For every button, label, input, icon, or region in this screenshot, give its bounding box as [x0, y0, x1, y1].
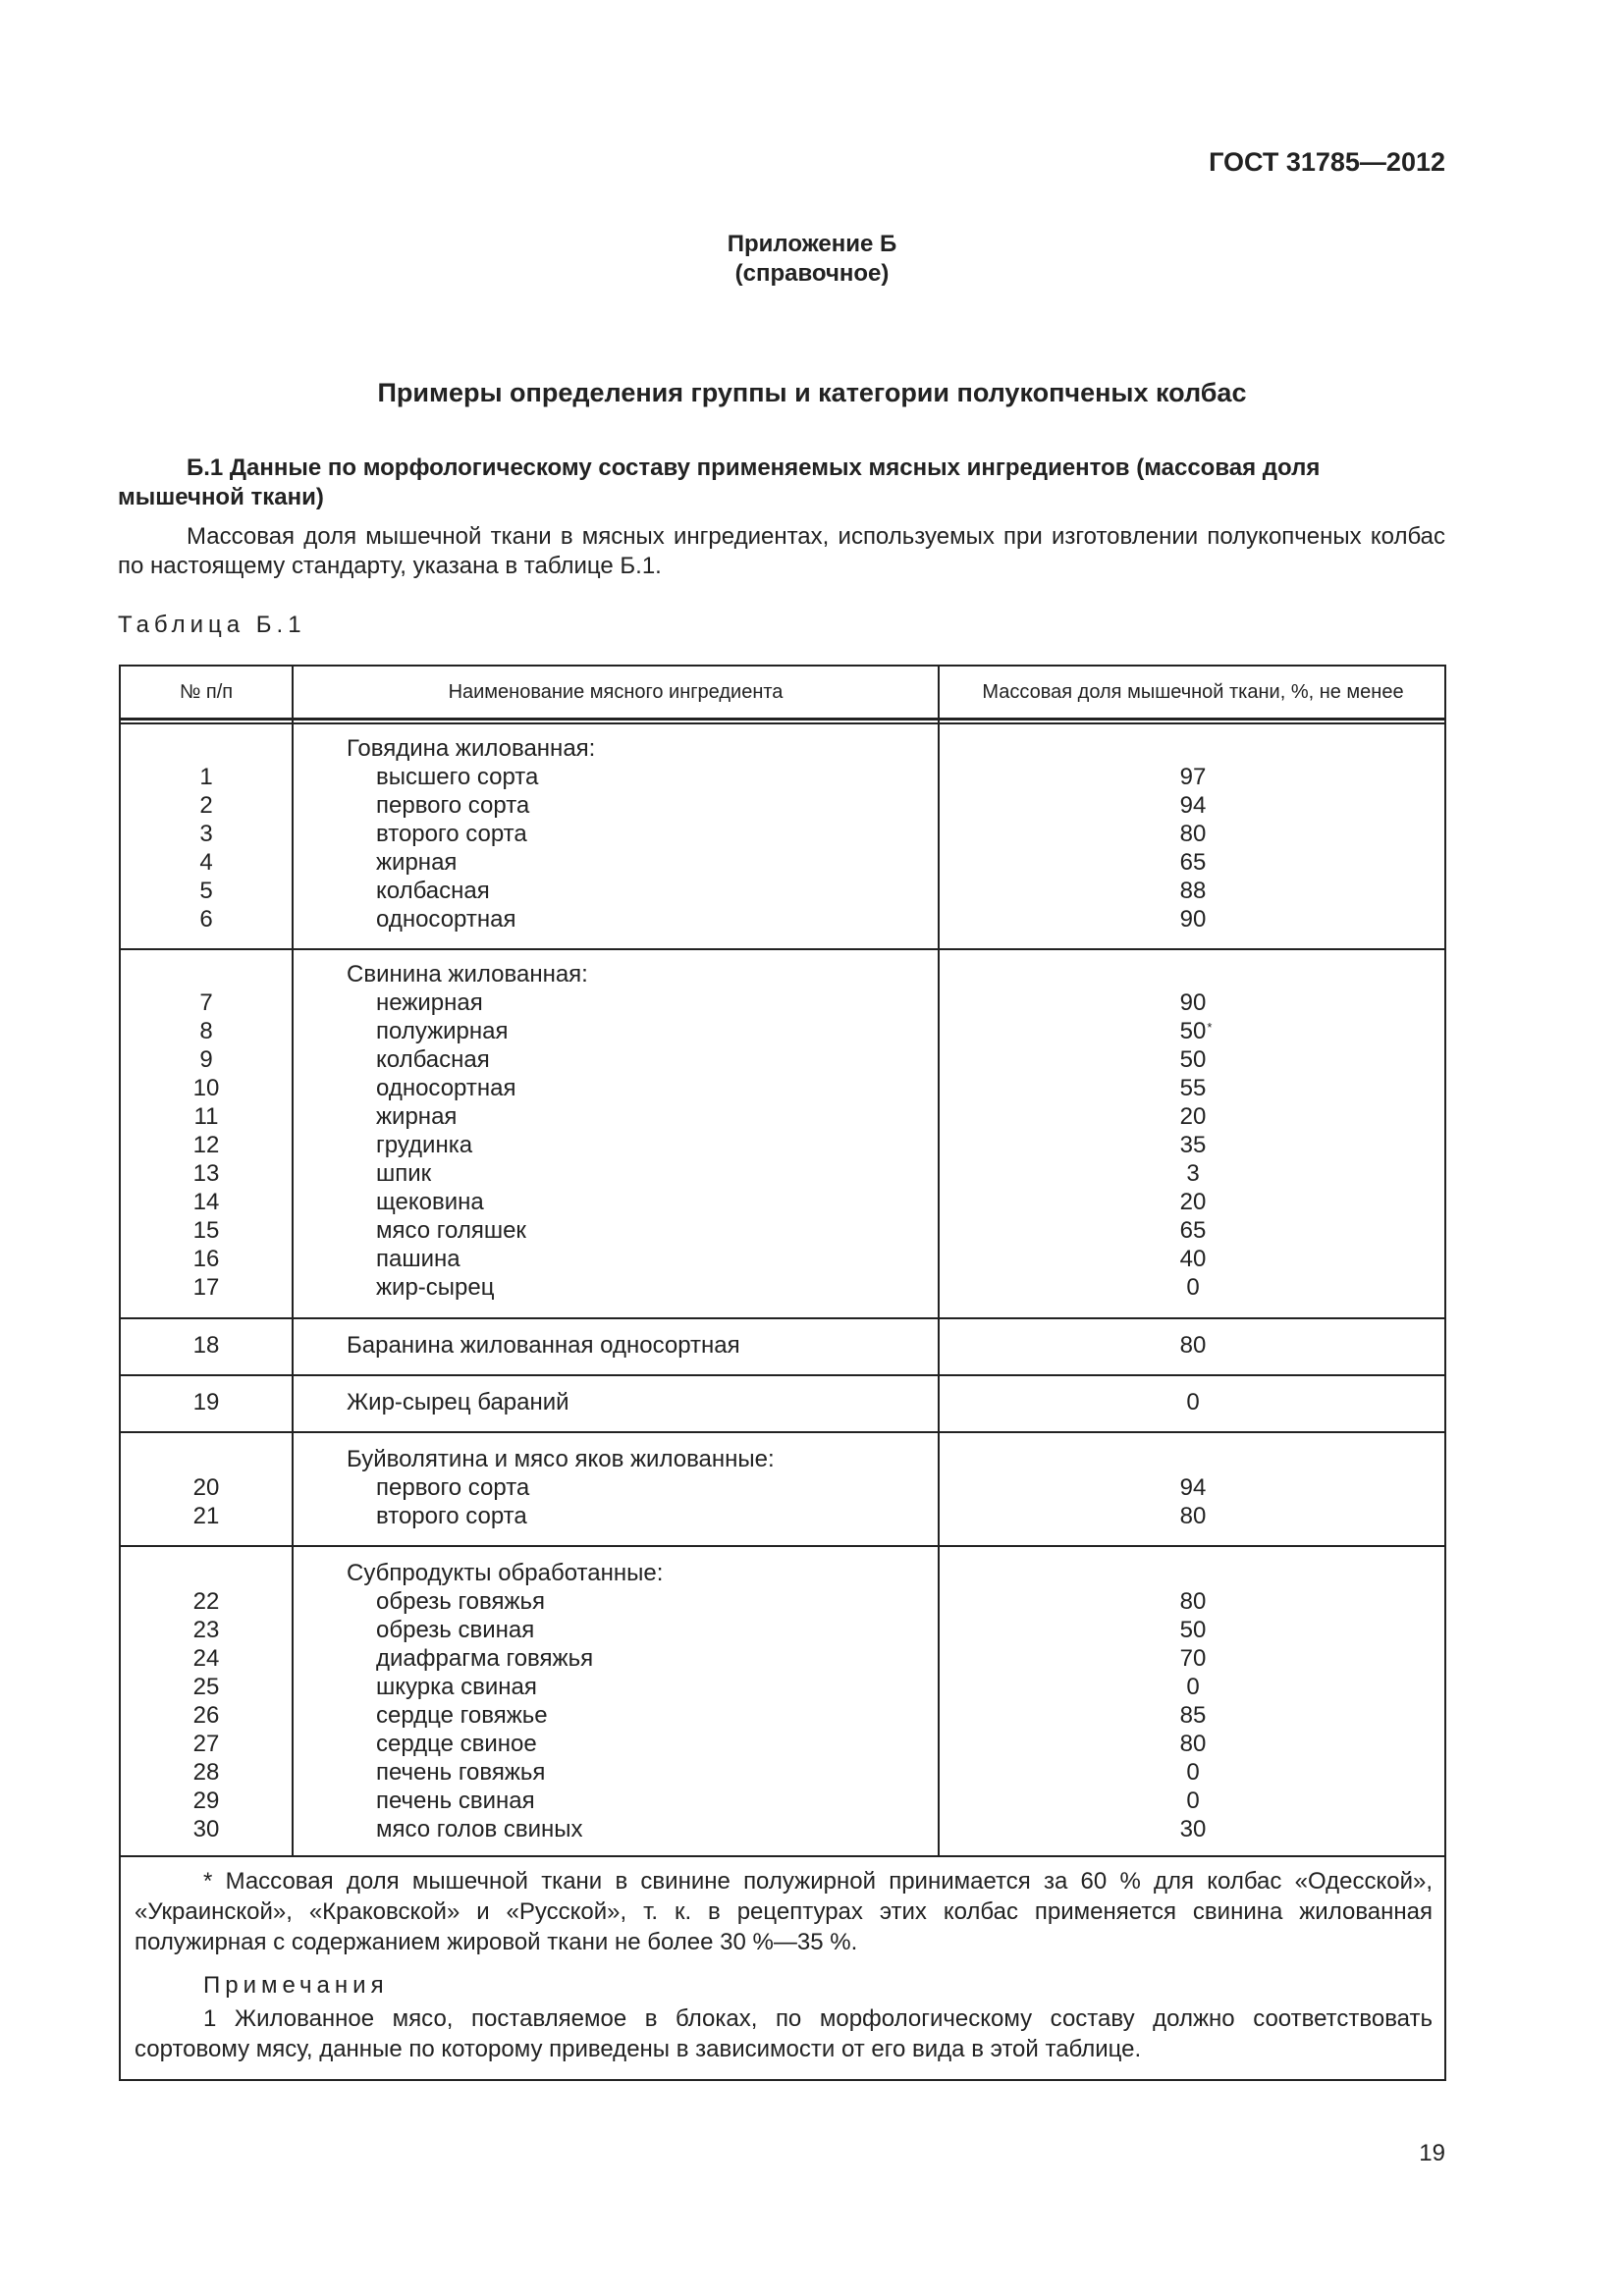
ingredients-table: [119, 665, 1446, 2081]
table-row: 28 печень говяжья 0: [192, 1759, 1200, 1786]
table-row: 1 высшего сорта 97: [199, 764, 1207, 790]
table-row: 25 шкурка свиная 0: [192, 1674, 1200, 1700]
section-paragraph: Массовая доля мышечной ткани в мясных ингредиентах, используемых при изготовлении полукопченых колбас по настоящему стандарту, указана в таблице Б.1.: [118, 523, 1445, 579]
table-row: 20 первого сорта 94: [192, 1474, 1207, 1501]
table-row: 2 первого сорта 94: [199, 792, 1207, 819]
table-footnote: * Массовая доля мышечной ткани в свинине полужирной принимается за 60 % для колбас «Одесской», «Украинской», «Краковской» и «Русской», т. к. в рецептурах этих колбас применяется свинина жилованная полужирная с содержанием жировой ткани не более 30 %—35 %.: [135, 1868, 1433, 1955]
appendix-title: Приложение Б: [727, 231, 897, 257]
table-row: 14 щековина 20: [192, 1189, 1207, 1215]
section-heading: Б.1 Данные по морфологическому составу применяемых мясных ингредиентов (массовая доля мышечной ткани): [118, 454, 1321, 510]
table-row: 10 односортная 55: [192, 1075, 1207, 1101]
table-row: 27 сердце свиное 80: [192, 1731, 1207, 1757]
table-row: 5 колбасная 88: [199, 878, 1207, 904]
document-title: Примеры определения группы и категории полукопченых колбас: [377, 378, 1247, 407]
table-row: 11 жирная 20: [193, 1103, 1207, 1130]
group-title: Субпродукты обработанные:: [347, 1560, 664, 1586]
table-row: 22 обрезь говяжья 80: [192, 1588, 1207, 1615]
table-row: 21 второго сорта 80: [192, 1503, 1207, 1529]
table-row: 30 мясо голов свиных 30: [192, 1816, 1207, 1842]
table-row: 17 жир-сырец 0: [192, 1274, 1200, 1301]
table-row: 4 жирная 65: [199, 849, 1207, 876]
table-row: 16 пашина 40: [192, 1246, 1207, 1272]
appendix-subtitle: (справочное): [734, 260, 890, 287]
table-row: 19 Жир-сырец бараний 0: [192, 1389, 1200, 1415]
note-1: 1 Жилованное мясо, поставляемое в блоках, по морфологическому составу должно соответствовать сортовому мясу, данные по которому приведены в зависимости от его вида в этой таблице.: [135, 2005, 1433, 2062]
table-row: 12 грудинка 35: [192, 1132, 1207, 1158]
header-muscle-share: Массовая доля мышечной ткани, %, не менее: [982, 681, 1404, 703]
table-row: 26 сердце говяжье 85: [192, 1702, 1207, 1729]
table-row: 9 колбасная 50: [199, 1046, 1207, 1073]
document-standard-number: ГОСТ 31785—2012: [1209, 147, 1445, 177]
table-row: 23 обрезь свиная 50: [192, 1617, 1207, 1643]
group-title: Свинина жилованная:: [347, 961, 588, 988]
page-number: 19: [1419, 2140, 1445, 2166]
header-num: № п/п: [179, 681, 234, 703]
table-row: 3 второго сорта 80: [199, 821, 1207, 847]
table-row: 13 шпик 3: [192, 1160, 1200, 1187]
notes-title: Примечания: [203, 1972, 389, 1999]
table-caption: Таблица Б.1: [118, 612, 306, 638]
table-row: 15 мясо голяшек 65: [192, 1217, 1207, 1244]
group-title: Говядина жилованная:: [347, 735, 596, 762]
table-row: 6 односортная 90: [199, 906, 1207, 933]
group-title: Буйволятина и мясо яков жилованные:: [347, 1446, 775, 1472]
table-row: 7 нежирная 90: [199, 989, 1207, 1016]
table-row: 24 диафрагма говяжья 70: [192, 1645, 1207, 1672]
header-ingredient: Наименование мясного ингредиента: [448, 681, 784, 703]
table-row: 18 Баранина жилованная односортная 80: [192, 1332, 1207, 1359]
footnote-mark: *: [1207, 1020, 1213, 1035]
table-row: 29 печень свиная 0: [192, 1788, 1200, 1814]
table-row: 8 полужирная 50 *: [121, 1017, 1444, 1045]
